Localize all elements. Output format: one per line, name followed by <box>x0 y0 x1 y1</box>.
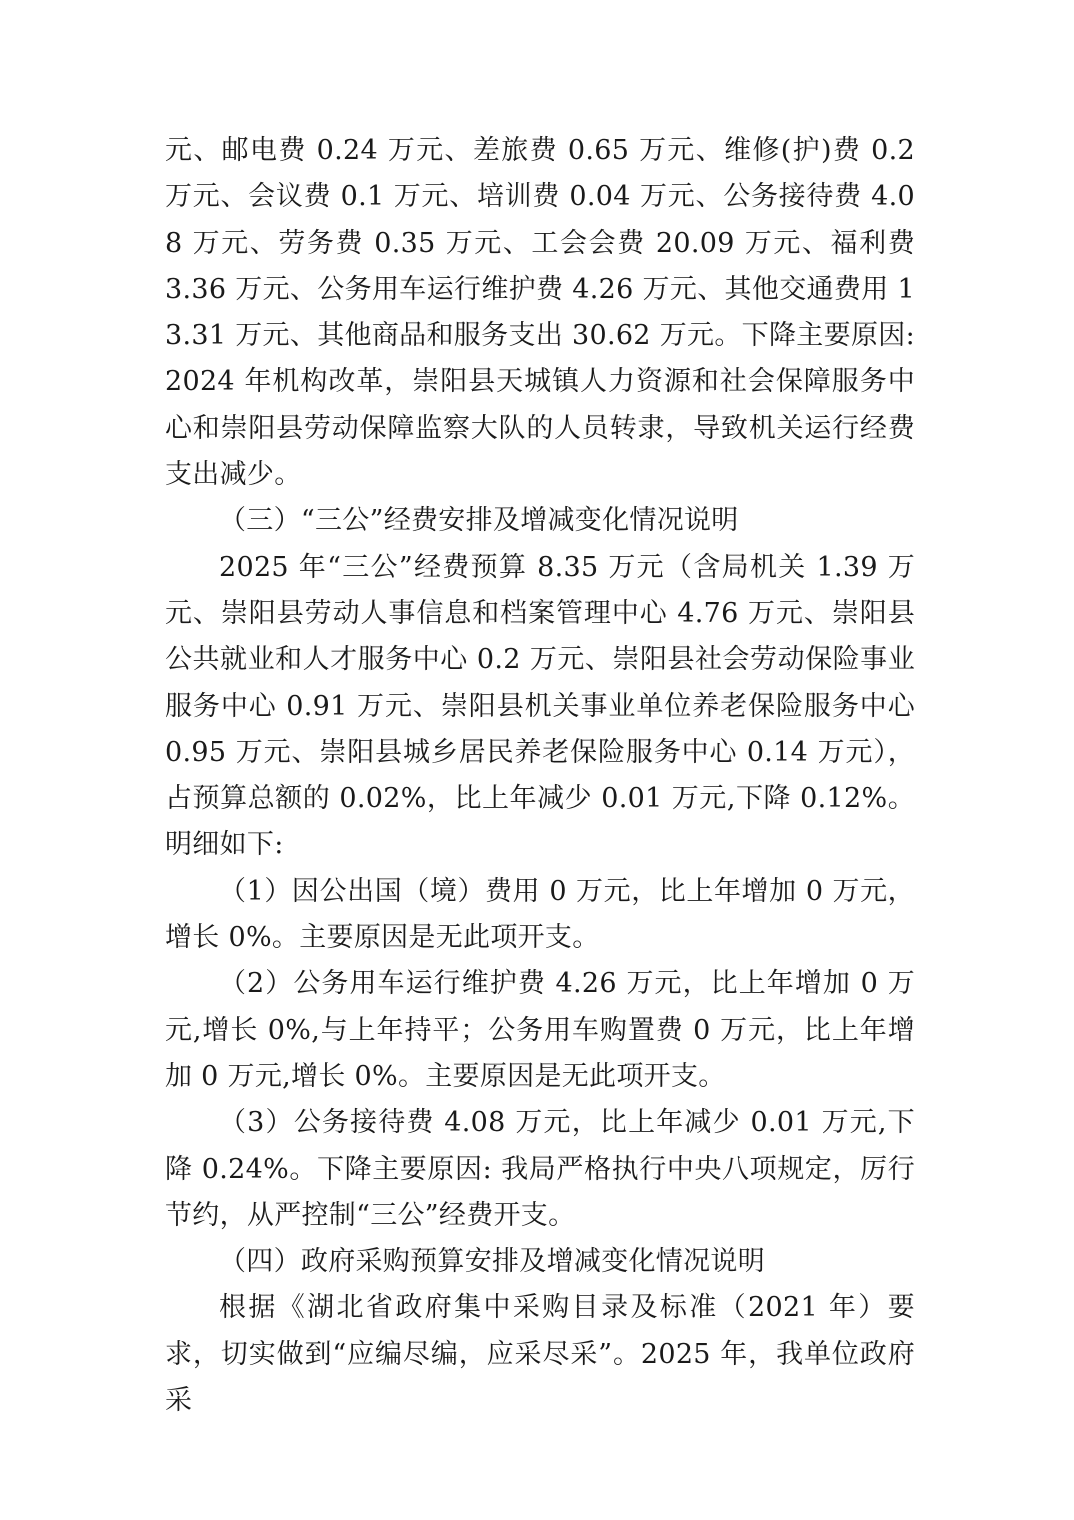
document-body <box>165 128 915 1424</box>
paragraph-operating-expenses-continued: 元、邮电费 0.24 万元、差旅费 0.65 万元、维修(护)费 0.2 万元、会议费 0.1 万元、培训费 0.04 万元、公务接待费 4.08 万元、劳务费 0.35 万元、工会会费 20.09 万元、福利费 3.36 万元、公务用车运行维护费 4.26 万元、其他交通费用 13.31 万元、其他商品和服务支出 30.62 万元。下降主要原因: 2024 年机构改革，崇阳县天城镇人力资源和社会保障服务中心和崇阳县劳动保障监察大队的人员转隶，导致机关运行经费支出减少。 <box>165 135 915 491</box>
paragraph-official-reception: （3）公务接待费 4.08 万元，比上年减少 0.01 万元,下降 0.24%。下降主要原因: 我局严格执行中央八项规定，厉行节约，从严控制“三公”经费开支。 <box>165 1107 915 1231</box>
paragraph-procurement-basis: 根据《湖北省政府集中采购目录及标准（2021 年）要求，切实做到“应编尽编，应采尽采”。2025 年，我单位政府采 <box>165 1292 915 1417</box>
paragraph-official-vehicles: （2）公务用车运行维护费 4.26 万元，比上年增加 0 万元,增长 0%,与上年持平；公务用车购置费 0 万元，比上年增加 0 万元,增长 0%。主要原因是无此项开支。 <box>165 968 915 1092</box>
section-heading-government-procurement: （四）政府采购预算安排及增减变化情况说明 <box>219 1246 765 1278</box>
paragraph-three-public-budget: 2025 年“三公”经费预算 8.35 万元（含局机关 1.39 万元、崇阳县劳动人事信息和档案管理中心 4.76 万元、崇阳县公共就业和人才服务中心 0.2 万元、崇阳县社会劳动保险事业服务中心 0.91 万元、崇阳县机关事业单位养老保险服务中心 0.95 万元、崇阳县城乡居民养老保险服务中心 0.14 万元），占预算总额的 0.02%，比上年减少 0.01 万元,下降 0.12%。明细如下: <box>165 551 915 861</box>
paragraph-overseas-travel: （1）因公出国（境）费用 0 万元，比上年增加 0 万元，增长 0%。主要原因是无此项开支。 <box>165 875 915 954</box>
section-heading-three-public-expenses: （三）“三公”经费安排及增减变化情况说明 <box>219 505 739 537</box>
